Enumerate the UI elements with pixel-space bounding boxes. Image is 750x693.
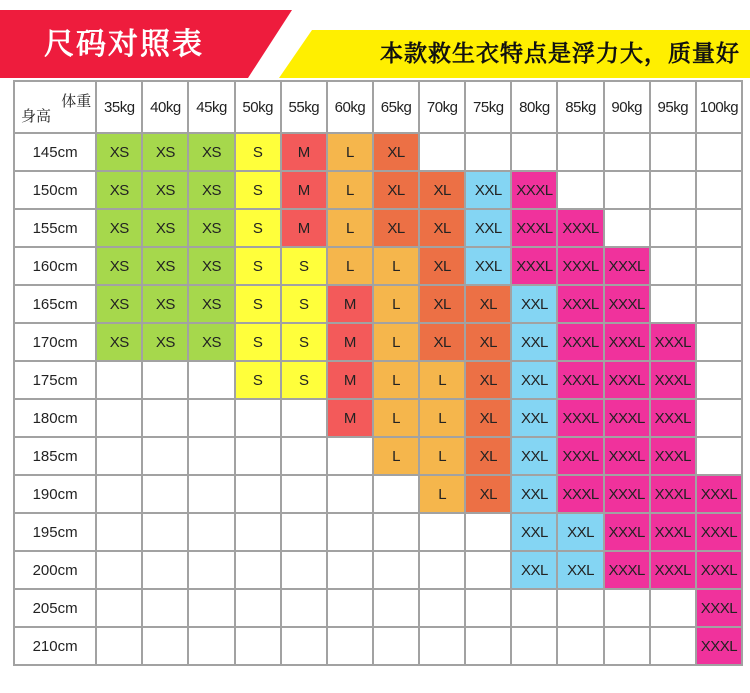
size-cell: XS: [96, 285, 142, 323]
empty-cell: [650, 627, 696, 665]
size-cell: XXL: [465, 171, 511, 209]
size-cell: XL: [419, 209, 465, 247]
empty-cell: [142, 551, 188, 589]
size-cell: XS: [142, 323, 188, 361]
empty-cell: [696, 133, 742, 171]
empty-cell: [96, 399, 142, 437]
empty-cell: [696, 399, 742, 437]
size-cell: XXL: [557, 551, 603, 589]
size-cell: S: [235, 285, 281, 323]
weight-header-cell: 80kg: [511, 81, 557, 133]
size-cell: XL: [465, 399, 511, 437]
weight-header-cell: 85kg: [557, 81, 603, 133]
empty-cell: [373, 475, 419, 513]
empty-cell: [281, 399, 327, 437]
size-cell: XXL: [511, 399, 557, 437]
size-cell: XXXL: [604, 247, 650, 285]
size-cell: L: [327, 209, 373, 247]
empty-cell: [557, 171, 603, 209]
size-cell: L: [373, 361, 419, 399]
empty-cell: [235, 475, 281, 513]
empty-cell: [235, 513, 281, 551]
size-cell: XXL: [511, 437, 557, 475]
size-cell: XS: [188, 171, 234, 209]
size-cell: XS: [188, 133, 234, 171]
size-cell: XS: [188, 247, 234, 285]
empty-cell: [235, 437, 281, 475]
size-cell: XL: [419, 171, 465, 209]
size-cell: M: [281, 133, 327, 171]
size-cell: XXXL: [557, 323, 603, 361]
height-header-cell: 165cm: [14, 285, 96, 323]
empty-cell: [696, 247, 742, 285]
empty-cell: [327, 627, 373, 665]
table-row: [14, 133, 742, 171]
empty-cell: [419, 513, 465, 551]
height-header-cell: 205cm: [14, 589, 96, 627]
empty-cell: [465, 627, 511, 665]
size-cell: XS: [142, 133, 188, 171]
empty-cell: [604, 133, 650, 171]
empty-cell: [281, 589, 327, 627]
weight-header-cell: 65kg: [373, 81, 419, 133]
empty-cell: [188, 513, 234, 551]
size-cell: XXXL: [696, 475, 742, 513]
empty-cell: [188, 475, 234, 513]
size-cell: XL: [419, 247, 465, 285]
height-header-cell: 160cm: [14, 247, 96, 285]
size-cell: XXXL: [557, 437, 603, 475]
height-header-cell: 180cm: [14, 399, 96, 437]
empty-cell: [281, 513, 327, 551]
empty-cell: [96, 513, 142, 551]
weight-header-cell: 75kg: [465, 81, 511, 133]
size-cell: M: [327, 323, 373, 361]
size-cell: S: [235, 247, 281, 285]
size-cell: S: [235, 133, 281, 171]
empty-cell: [327, 589, 373, 627]
empty-cell: [96, 551, 142, 589]
empty-cell: [557, 627, 603, 665]
empty-cell: [96, 361, 142, 399]
size-cell: XXL: [511, 513, 557, 551]
size-cell: XXXL: [604, 437, 650, 475]
table-row: [14, 513, 742, 551]
size-cell: XS: [188, 285, 234, 323]
size-cell: XXL: [465, 209, 511, 247]
size-cell: L: [327, 133, 373, 171]
size-cell: XXXL: [650, 399, 696, 437]
empty-cell: [373, 551, 419, 589]
empty-cell: [188, 399, 234, 437]
size-cell: XS: [188, 209, 234, 247]
empty-cell: [235, 551, 281, 589]
empty-cell: [696, 361, 742, 399]
table-row: [14, 209, 742, 247]
size-cell: XL: [373, 171, 419, 209]
size-cell: XS: [142, 171, 188, 209]
empty-cell: [604, 589, 650, 627]
size-cell: XXL: [511, 361, 557, 399]
size-cell: XXXL: [511, 171, 557, 209]
size-cell: S: [281, 361, 327, 399]
size-cell: S: [235, 323, 281, 361]
size-cell: XXXL: [511, 247, 557, 285]
weight-header-cell: 35kg: [96, 81, 142, 133]
empty-cell: [142, 437, 188, 475]
empty-cell: [650, 589, 696, 627]
empty-cell: [557, 589, 603, 627]
size-cell: XS: [96, 171, 142, 209]
size-cell: L: [373, 323, 419, 361]
size-cell: XXXL: [650, 513, 696, 551]
empty-cell: [373, 589, 419, 627]
empty-cell: [419, 627, 465, 665]
size-cell: XL: [465, 475, 511, 513]
size-cell: XS: [142, 247, 188, 285]
size-cell: XXXL: [696, 551, 742, 589]
empty-cell: [281, 627, 327, 665]
empty-cell: [650, 171, 696, 209]
size-cell: M: [327, 285, 373, 323]
size-cell: S: [281, 323, 327, 361]
table-row: [14, 551, 742, 589]
size-cell: L: [327, 171, 373, 209]
empty-cell: [96, 627, 142, 665]
size-cell: XXL: [511, 475, 557, 513]
size-cell: XL: [419, 285, 465, 323]
weight-header-cell: 40kg: [142, 81, 188, 133]
size-cell: XXXL: [650, 551, 696, 589]
size-cell: XXXL: [604, 399, 650, 437]
size-cell: XXXL: [696, 627, 742, 665]
size-cell: XXXL: [604, 323, 650, 361]
size-cell: XXXL: [557, 361, 603, 399]
empty-cell: [696, 171, 742, 209]
empty-cell: [696, 437, 742, 475]
size-cell: L: [373, 285, 419, 323]
empty-cell: [511, 133, 557, 171]
height-header-cell: 185cm: [14, 437, 96, 475]
size-cell: XXXL: [604, 513, 650, 551]
empty-cell: [696, 285, 742, 323]
weight-header-cell: 100kg: [696, 81, 742, 133]
empty-cell: [281, 437, 327, 475]
size-cell: XXXL: [604, 551, 650, 589]
size-cell: XXXL: [604, 361, 650, 399]
size-chart-body: [14, 133, 742, 665]
size-cell: S: [235, 171, 281, 209]
height-header-cell: 155cm: [14, 209, 96, 247]
empty-cell: [142, 361, 188, 399]
empty-cell: [188, 551, 234, 589]
size-cell: L: [419, 361, 465, 399]
empty-cell: [604, 209, 650, 247]
empty-cell: [188, 589, 234, 627]
empty-cell: [188, 627, 234, 665]
size-cell: XXXL: [557, 399, 603, 437]
banner-slogan: 本款救生衣特点是浮力大，质量好: [380, 41, 740, 67]
height-header-cell: 210cm: [14, 627, 96, 665]
table-row: [14, 475, 742, 513]
size-cell: XL: [465, 361, 511, 399]
height-header-cell: 195cm: [14, 513, 96, 551]
empty-cell: [419, 133, 465, 171]
size-cell: S: [281, 285, 327, 323]
empty-cell: [327, 475, 373, 513]
empty-cell: [235, 399, 281, 437]
size-cell: XS: [96, 247, 142, 285]
size-cell: L: [373, 399, 419, 437]
empty-cell: [142, 589, 188, 627]
table-row: [14, 171, 742, 209]
height-header-cell: 150cm: [14, 171, 96, 209]
header-banner: [0, 0, 750, 78]
weight-header-cell: 55kg: [281, 81, 327, 133]
corner-cell: [14, 81, 96, 133]
size-cell: M: [281, 209, 327, 247]
empty-cell: [142, 475, 188, 513]
empty-cell: [465, 133, 511, 171]
size-cell: L: [419, 475, 465, 513]
empty-cell: [96, 589, 142, 627]
size-cell: L: [419, 437, 465, 475]
empty-cell: [327, 551, 373, 589]
table-row: [14, 627, 742, 665]
weight-header-cell: 70kg: [419, 81, 465, 133]
size-cell: M: [327, 399, 373, 437]
table-row: [14, 323, 742, 361]
size-cell: XXL: [465, 247, 511, 285]
empty-cell: [327, 513, 373, 551]
height-header-cell: 175cm: [14, 361, 96, 399]
size-cell: M: [281, 171, 327, 209]
empty-cell: [235, 589, 281, 627]
size-cell: XXL: [511, 551, 557, 589]
page-title: 尺码对照表: [44, 27, 204, 62]
size-cell: XXL: [511, 323, 557, 361]
size-cell: L: [419, 399, 465, 437]
table-row: [14, 285, 742, 323]
size-cell: XS: [96, 133, 142, 171]
size-cell: XXXL: [557, 209, 603, 247]
size-cell: M: [327, 361, 373, 399]
table-row: [14, 437, 742, 475]
empty-cell: [650, 285, 696, 323]
size-cell: XS: [188, 323, 234, 361]
size-cell: XXXL: [511, 209, 557, 247]
size-cell: L: [327, 247, 373, 285]
table-row: [14, 247, 742, 285]
table-row: [14, 589, 742, 627]
empty-cell: [96, 475, 142, 513]
size-cell: XXXL: [557, 475, 603, 513]
empty-cell: [188, 361, 234, 399]
size-cell: XL: [465, 323, 511, 361]
size-cell: XXXL: [650, 437, 696, 475]
empty-cell: [696, 323, 742, 361]
size-cell: S: [281, 247, 327, 285]
weight-header-cell: 90kg: [604, 81, 650, 133]
size-cell: XXL: [557, 513, 603, 551]
size-cell: XXXL: [650, 323, 696, 361]
weight-header-cell: 95kg: [650, 81, 696, 133]
height-header-cell: 190cm: [14, 475, 96, 513]
empty-cell: [373, 513, 419, 551]
height-header-cell: 200cm: [14, 551, 96, 589]
empty-cell: [373, 627, 419, 665]
size-cell: XL: [419, 323, 465, 361]
size-cell: S: [235, 209, 281, 247]
header-row: [14, 81, 742, 133]
size-cell: S: [235, 361, 281, 399]
table-row: [14, 399, 742, 437]
empty-cell: [419, 589, 465, 627]
size-cell: XL: [465, 285, 511, 323]
empty-cell: [188, 437, 234, 475]
height-axis-label: 身高: [21, 108, 52, 125]
empty-cell: [327, 437, 373, 475]
size-cell: XS: [96, 209, 142, 247]
weight-axis-label: 体重: [61, 93, 92, 110]
empty-cell: [465, 551, 511, 589]
weight-header-cell: 60kg: [327, 81, 373, 133]
size-cell: XL: [373, 209, 419, 247]
size-cell: XS: [142, 209, 188, 247]
empty-cell: [96, 437, 142, 475]
weight-header-cell: 50kg: [235, 81, 281, 133]
size-cell: XXXL: [557, 247, 603, 285]
empty-cell: [235, 627, 281, 665]
size-cell: XXXL: [604, 475, 650, 513]
empty-cell: [511, 627, 557, 665]
empty-cell: [650, 209, 696, 247]
empty-cell: [281, 551, 327, 589]
size-chart-table: [13, 80, 743, 666]
empty-cell: [142, 627, 188, 665]
size-cell: XS: [96, 323, 142, 361]
size-cell: XXXL: [650, 475, 696, 513]
height-header-cell: 145cm: [14, 133, 96, 171]
size-cell: XXXL: [557, 285, 603, 323]
size-cell: XXXL: [650, 361, 696, 399]
height-header-cell: 170cm: [14, 323, 96, 361]
size-cell: XXXL: [604, 285, 650, 323]
empty-cell: [465, 589, 511, 627]
empty-cell: [650, 247, 696, 285]
empty-cell: [281, 475, 327, 513]
size-cell: L: [373, 437, 419, 475]
size-cell: XXL: [511, 285, 557, 323]
empty-cell: [604, 171, 650, 209]
size-cell: XS: [142, 285, 188, 323]
empty-cell: [142, 399, 188, 437]
size-cell: XXXL: [696, 513, 742, 551]
empty-cell: [419, 551, 465, 589]
empty-cell: [604, 627, 650, 665]
size-cell: L: [373, 247, 419, 285]
table-row: [14, 361, 742, 399]
empty-cell: [696, 209, 742, 247]
weight-header-cell: 45kg: [188, 81, 234, 133]
empty-cell: [557, 133, 603, 171]
size-cell: XL: [465, 437, 511, 475]
empty-cell: [142, 513, 188, 551]
size-cell: XXXL: [696, 589, 742, 627]
empty-cell: [465, 513, 511, 551]
size-cell: XL: [373, 133, 419, 171]
empty-cell: [511, 589, 557, 627]
empty-cell: [650, 133, 696, 171]
